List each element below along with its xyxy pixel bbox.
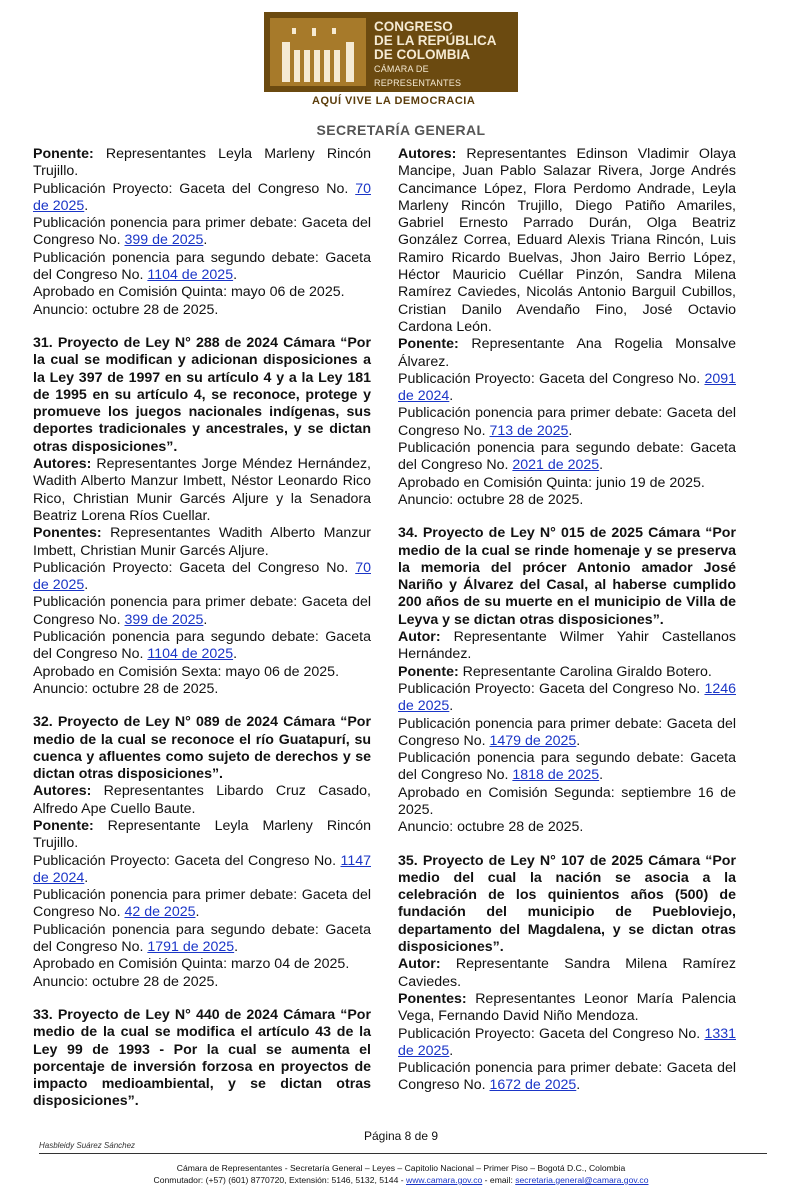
autores-line (398, 146, 736, 336)
gaceta-link[interactable]: 1331 de 2025 (398, 1025, 736, 1059)
gaceta-link[interactable]: 1246 de 2025 (398, 680, 736, 715)
project-33-title: 33. Proyecto de Ley N° 440 de 2024 Cámara “Por medio de la cual se modifica el artículo 43 de la Ley 99 de 1993 - Por la cual se aumenta el porcentaje de inversión forzosa en proyectos de impacto medioambiental, y se dictan otras disposiciones”. (33, 1006, 371, 1110)
project-32-title: 32. Proyecto de Ley N° 089 de 2024 Cámara “Por medio de la cual se reconoce el río Guatapurí, su cuenca y afluentes como sujeto de derechos y se dictan otras disposiciones”. (33, 714, 371, 783)
pub-segundo-debate: Publicación ponencia para segundo debate: Gaceta del Congreso No. 2021 de 2025. (398, 440, 736, 474)
value: Representante Leyla Marleny Rincón Trujillo. (33, 817, 371, 852)
contact-text: Conmutador: (+57) (601) 8770720, Extensión: 5146, 5132, 5144 - (153, 1175, 407, 1185)
value: Representantes Wadith Alberto Manzur Imbett, Christian Munir Garcés Aljure. (33, 525, 371, 559)
gaceta-link[interactable]: 1791 de 2025 (147, 939, 235, 956)
value: Representante Ana Rogelia Monsalve Álvarez. (398, 336, 736, 370)
right-column (398, 146, 736, 1095)
text: Publicación Proyecto: Gaceta del Congreso No. (33, 180, 356, 197)
text: Publicación ponencia para segundo debate: Gaceta del Congreso No. (33, 629, 371, 663)
project-31-title: 31. Proyecto de Ley N° 288 de 2024 Cámara “Por la cual se modifican y adicionan disposiciones a la Ley 397 de 1997 en su artículo 4 y a la Ley 181 de 1995 en su artículo 4, se reconoce, protege y promueve los juegos nacionales indígenas, sus deportes tradicionales y ancestrales, y se dictan otras disposiciones”. (33, 334, 371, 455)
anuncio-line: Anuncio: octubre 28 de 2025. (33, 680, 219, 697)
gaceta-link[interactable]: 42 de 2025 (124, 904, 196, 921)
pub-primer-debate: Publicación ponencia para primer debate: Gaceta del Congreso No. 42 de 2025. (33, 887, 371, 921)
text: Publicación ponencia para primer debate: Gaceta del Congreso No. (33, 594, 371, 628)
gaceta-link[interactable]: 399 de 2025 (124, 611, 204, 628)
footer-address: Cámara de Representantes - Secretaría General – Leyes – Capitolio Nacional – Primer Piso – Bogotá D.C., Colombia (176, 1163, 626, 1173)
autor-line (398, 629, 736, 664)
value: Representante Carolina Giraldo Botero. (458, 663, 712, 680)
pub-proyecto: Publicación Proyecto: Gaceta del Congreso No. 70 de 2025. (33, 180, 371, 214)
gaceta-link[interactable]: 1672 de 2025 (489, 1077, 577, 1094)
logo-text (374, 20, 518, 90)
gaceta-link[interactable]: 2091 de 2024 (398, 370, 736, 405)
gaceta-link[interactable]: 1818 de 2025 (512, 767, 600, 784)
pub-proyecto: Publicación Proyecto: Gaceta del Congreso No. 1246 de 2025. (398, 680, 736, 715)
pub-proyecto: Publicación Proyecto: Gaceta del Congreso No. 1331 de 2025. (398, 1025, 736, 1059)
ponentes-line (398, 991, 736, 1026)
contact-text: - email: (482, 1175, 516, 1185)
capitol-emblem-icon (270, 18, 366, 86)
value: Representantes Edinson Vladimir Olaya Mancipe, Juan Pablo Salazar Rivera, Jorge Andrés Cancimance López, Flora Perdomo Andrade, Leyla Marleny Rincón Trujillo, Diego Patiño Amariles, Gabriel Ernesto Parrado Durán, Olga Beatriz González Correa, Eduard Alexis Triana Rincón, Luis Ramiro Ricardo Buelvas, Jhon Jairo Berrio López, Héctor Mauricio Cuéllar Pinzón, Sandra Milena Ramírez Caviedes, Nicolás Antonio Barguil Cubillos, Cristian Danilo Avendaño Fino, José Octavio Cardona León. (398, 146, 736, 335)
value: Representante Sandra Milena Ramírez Caviedes. (398, 956, 736, 990)
gaceta-link[interactable]: 1479 de 2025 (489, 732, 577, 749)
signer-name: Hasbleidy Suárez Sánchez (39, 1141, 136, 1150)
value: Representantes Leyla Marleny Rincón Trujillo. (33, 146, 371, 180)
value: Representante Wilmer Yahir Castellanos Hernández. (398, 629, 736, 663)
website-link[interactable]: www.camara.gov.co (406, 1175, 483, 1185)
gaceta-link[interactable]: 399 de 2025 (124, 232, 204, 249)
text: Publicación Proyecto: Gaceta del Congreso No. (33, 852, 341, 869)
text: Publicación ponencia para segundo debate: Gaceta del Congreso No. (33, 921, 371, 956)
pub-segundo-debate: Publicación ponencia para segundo debate: Gaceta del Congreso No. 1818 de 2025. (398, 750, 736, 784)
text: Publicación ponencia para segundo debate: Gaceta del Congreso No. (398, 440, 736, 474)
aprobado-line: Aprobado en Comisión Sexta: mayo 06 de 2025. (33, 663, 340, 680)
logo-line: DE COLOMBIA (374, 47, 470, 62)
text: Publicación ponencia para segundo debate: Gaceta del Congreso No. (33, 249, 371, 284)
text: Publicación ponencia para primer debate: Gaceta del Congreso No. (33, 887, 371, 921)
text: Publicación ponencia para primer debate: Gaceta del Congreso No. (33, 215, 371, 249)
text: Publicación ponencia para primer debate: Gaceta del Congreso No. (398, 405, 736, 439)
text: Publicación ponencia para primer debate: Gaceta del Congreso No. (398, 715, 736, 749)
text: Publicación ponencia para segundo debate: Gaceta del Congreso No. (398, 750, 736, 784)
anuncio-line: Anuncio: octubre 28 de 2025. (398, 819, 584, 836)
pub-primer-debate: Publicación ponencia para primer debate: Gaceta del Congreso No. 1672 de 2025. (398, 1060, 736, 1094)
pub-proyecto: Publicación Proyecto: Gaceta del Congreso No. 1147 de 2024. (33, 852, 371, 886)
ponente-line (398, 664, 736, 681)
label: Ponentes: (398, 990, 467, 1007)
text: Publicación Proyecto: Gaceta del Congreso No. (398, 1025, 705, 1042)
ponente-line (33, 818, 371, 853)
gaceta-link[interactable]: 1147 de 2024 (33, 852, 371, 886)
value: Representantes Jorge Méndez Hernández, Wadith Alberto Manzur Imbett, Néstor Leonardo Rico Rico, Christian Munir Garcés Aljure y la Senadora Beatriz Lorena Ríos Cuellar. (33, 456, 371, 524)
pub-segundo-debate: Publicación ponencia para segundo debate: Gaceta del Congreso No. 1104 de 2025. (33, 629, 371, 663)
pub-segundo-debate: Publicación ponencia para segundo debate: Gaceta del Congreso No. 1791 de 2025. (33, 921, 371, 956)
autores-line (33, 456, 371, 525)
left-column (33, 146, 371, 1111)
anuncio-line: Anuncio: octubre 28 de 2025. (33, 973, 219, 990)
gaceta-link[interactable]: 2021 de 2025 (512, 457, 600, 474)
pub-proyecto: Publicación Proyecto: Gaceta del Congreso No. 2091 de 2024. (398, 370, 736, 405)
logo-line: CONGRESO (374, 19, 453, 34)
label: Autores: (33, 783, 92, 800)
logo-line: CÁMARA DE REPRESENTANTES (374, 64, 462, 88)
ponentes-line (33, 525, 371, 560)
aprobado-line: Aprobado en Comisión Quinta: junio 19 de 2025. (398, 474, 705, 491)
autor-line (398, 956, 736, 991)
pub-primer-debate: Publicación ponencia para primer debate: Gaceta del Congreso No. 713 de 2025. (398, 405, 736, 439)
ponente-line (33, 146, 371, 181)
pub-proyecto: Publicación Proyecto: Gaceta del Congreso No. 70 de 2025. (33, 559, 371, 594)
project-35-title: 35. Proyecto de Ley N° 107 de 2025 Cámara “Por medio del cual la nación se asocia a la celebración de los quinientos años (500) de fundación del municipio de Puebloviejo, departamento del Magdalena, y se dictan otras disposiciones”. (398, 852, 736, 956)
section-title: SECRETARÍA GENERAL (316, 122, 486, 138)
anuncio-line: Anuncio: octubre 28 de 2025. (398, 491, 584, 508)
email-link[interactable]: secretaria.general@camara.gov.co (515, 1175, 649, 1185)
text: Publicación Proyecto: Gaceta del Congreso No. (398, 370, 705, 387)
label: Ponente: (33, 817, 94, 834)
text: Publicación Proyecto: Gaceta del Congreso No. (33, 559, 356, 576)
gaceta-link[interactable]: 1104 de 2025 (147, 267, 234, 284)
label: Autor: (398, 629, 441, 646)
pub-primer-debate: Publicación ponencia para primer debate: Gaceta del Congreso No. 399 de 2025. (33, 215, 371, 249)
letterhead (0, 6, 802, 156)
text: Publicación Proyecto: Gaceta del Congreso No. (398, 680, 705, 697)
label: Ponente: (33, 146, 94, 162)
text: Publicación ponencia para primer debate: Gaceta del Congreso No. (398, 1060, 736, 1094)
label: Ponente: (398, 336, 459, 353)
label: Ponentes: (33, 525, 102, 542)
autores-line (33, 783, 371, 818)
pub-primer-debate: Publicación ponencia para primer debate: Gaceta del Congreso No. 1479 de 2025. (398, 715, 736, 749)
ponente-line (398, 336, 736, 371)
aprobado-line: Aprobado en Comisión Segunda: septiembre 16 de 2025. (398, 784, 736, 818)
tagline: AQUÍ VIVE LA DEMOCRACIA (312, 95, 476, 107)
footer-contact (0, 1174, 802, 1186)
logo-line: DE LA REPÚBLICA (374, 33, 497, 48)
page-number: Página 8 de 9 (363, 1129, 439, 1143)
aprobado-line: Aprobado en Comisión Quinta: marzo 04 de 2025. (33, 956, 350, 973)
gaceta-link[interactable]: 70 de 2025 (33, 559, 371, 594)
label: Autores: (33, 456, 92, 473)
value: Representantes Libardo Cruz Casado, Alfredo Ape Cuello Baute. (33, 783, 371, 817)
pub-primer-debate: Publicación ponencia para primer debate: Gaceta del Congreso No. 399 de 2025. (33, 594, 371, 628)
footer (0, 1162, 802, 1186)
pub-segundo-debate: Publicación ponencia para segundo debate: Gaceta del Congreso No. 1104 de 2025. (33, 249, 371, 284)
congress-logo (264, 12, 518, 92)
aprobado-line: Aprobado en Comisión Quinta: mayo 06 de 2025. (33, 284, 345, 301)
project-34-title: 34. Proyecto de Ley N° 015 de 2025 Cámara “Por medio de la cual se rinde homenaje y se preserva la memoria del prócer Antonio amador José Nariño y Álvarez del Casal, al haberse cumplido 200 años de su muerte en el municipio de Villa de Leyva y se dictan otras disposiciones”. (398, 525, 736, 628)
gaceta-link[interactable]: 70 de 2025 (33, 180, 371, 214)
anuncio-line: Anuncio: octubre 28 de 2025. (33, 301, 219, 318)
label: Ponente: (398, 663, 459, 680)
footer-divider (39, 1153, 767, 1154)
label: Autor: (398, 956, 441, 973)
gaceta-link[interactable]: 713 de 2025 (489, 422, 569, 439)
value: Representantes Leonor María Palencia Vega, Fernando David Niño Mendoza. (398, 990, 736, 1025)
label: Autores: (398, 146, 457, 162)
gaceta-link[interactable]: 1104 de 2025 (147, 646, 234, 663)
